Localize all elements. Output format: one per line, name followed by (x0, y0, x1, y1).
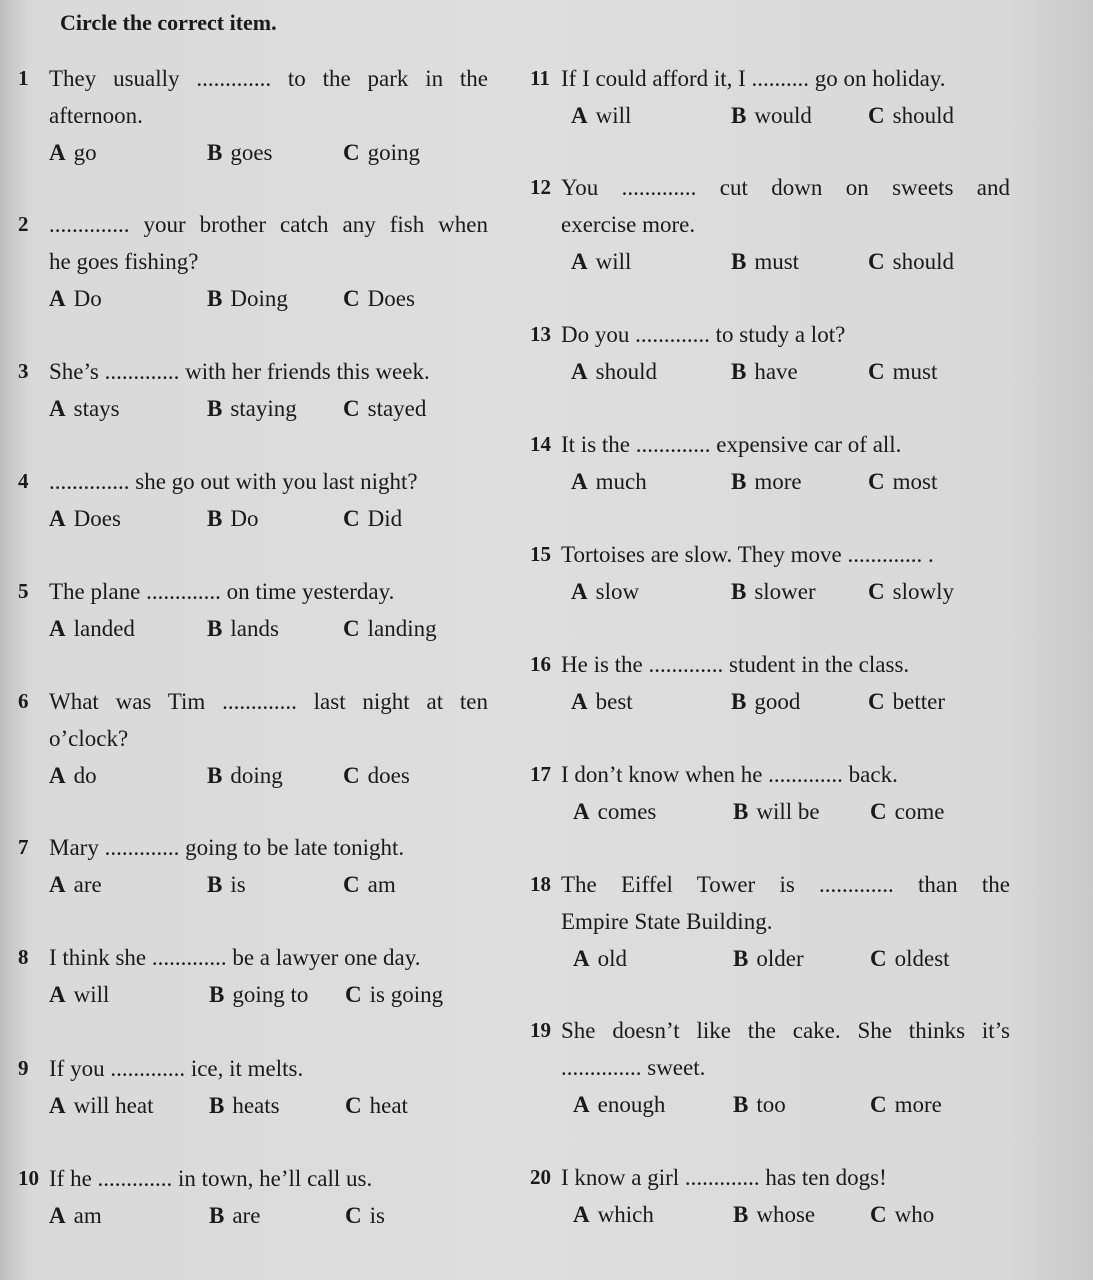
question-text (561, 866, 1010, 940)
option-text: Does (73, 506, 121, 531)
option-letter: B (209, 982, 225, 1007)
option-letter: A (571, 469, 588, 494)
option-letter: B (207, 286, 223, 311)
option-letter: B (733, 799, 749, 824)
question-number: 4 (18, 469, 29, 493)
option-text: will (73, 982, 110, 1007)
option-letter: C (870, 799, 887, 824)
question-text-line: If I could afford it, I .......... go on holiday. (561, 66, 946, 91)
answer-option-a[interactable] (571, 243, 631, 280)
option-letter: A (573, 1202, 590, 1227)
answer-options (561, 1086, 1010, 1123)
option-letter: A (571, 689, 588, 714)
option-text: would (754, 103, 812, 128)
answer-option-b[interactable] (207, 866, 246, 903)
question-number: 20 (530, 1165, 551, 1189)
question-number: 10 (18, 1166, 39, 1190)
option-letter: C (868, 689, 885, 714)
question-text (49, 939, 488, 976)
question-4 (18, 463, 488, 537)
question-6 (18, 683, 488, 794)
question-number: 3 (18, 359, 29, 383)
question-text-line: I don’t know when he ............. back. (561, 762, 898, 787)
answer-options (49, 500, 488, 537)
question-text (49, 353, 488, 390)
question-text-line: If you ............. ice, it melts. (49, 1056, 304, 1081)
answer-option-c[interactable] (868, 683, 945, 720)
option-text: do (73, 763, 97, 788)
option-letter: A (571, 249, 588, 274)
question-text-line: o’clock? (49, 726, 129, 751)
option-letter: C (343, 506, 360, 531)
question-8 (18, 939, 488, 1013)
option-text: too (756, 1092, 786, 1117)
answer-options (49, 610, 488, 647)
option-letter: B (733, 1092, 749, 1117)
option-text: Did (367, 506, 403, 531)
option-text: old (597, 946, 628, 971)
option-letter: C (343, 763, 360, 788)
option-letter: C (870, 1092, 887, 1117)
answer-options (561, 353, 1010, 390)
answer-option-c[interactable] (343, 610, 437, 647)
question-13 (530, 316, 1010, 390)
option-text: older (756, 946, 804, 971)
answer-option-b[interactable] (207, 500, 258, 537)
question-text (561, 1159, 1010, 1196)
question-text-line: Do you ............. to study a lot? (561, 322, 846, 347)
answer-option-c[interactable] (343, 390, 426, 427)
option-text: should (892, 249, 954, 274)
option-text: staying (230, 396, 297, 421)
question-number: 14 (530, 432, 551, 456)
question-18 (530, 866, 1010, 977)
question-text (49, 463, 488, 500)
answer-option-c[interactable] (345, 1087, 408, 1124)
answer-option-a[interactable] (571, 463, 647, 500)
question-9 (18, 1050, 488, 1124)
option-letter: B (731, 103, 747, 128)
answer-option-b[interactable] (209, 976, 308, 1013)
answer-options (561, 793, 1010, 830)
answer-options (561, 97, 1010, 134)
option-text: go (73, 140, 97, 165)
option-letter: B (733, 1202, 749, 1227)
option-letter: B (207, 506, 223, 531)
answer-option-b[interactable] (209, 1197, 260, 1234)
option-text: is (369, 1203, 385, 1228)
question-number: 7 (18, 835, 29, 859)
answer-options (49, 280, 488, 317)
answer-option-a[interactable] (571, 353, 657, 390)
question-number: 12 (530, 175, 551, 199)
answer-options (49, 1087, 488, 1124)
option-letter: A (571, 579, 588, 604)
option-letter: B (207, 763, 223, 788)
answer-option-c[interactable] (868, 97, 954, 134)
question-number: 17 (530, 762, 551, 786)
question-text-line: I know a girl ............. has ten dogs! (561, 1165, 887, 1190)
answer-options (49, 1197, 488, 1234)
option-letter: B (207, 140, 223, 165)
answer-option-b[interactable] (207, 134, 273, 171)
answer-options (561, 683, 1010, 720)
question-number: 15 (530, 542, 551, 566)
answer-option-a[interactable] (573, 940, 627, 977)
option-text: Doing (230, 286, 288, 311)
question-5 (18, 573, 488, 647)
question-text-line: .............. your brother catch any fish when (49, 212, 488, 237)
option-letter: B (207, 396, 223, 421)
option-letter: A (49, 506, 66, 531)
option-letter: A (49, 1203, 66, 1228)
question-text-line: afternoon. (49, 103, 143, 128)
option-text: slowly (892, 579, 954, 604)
question-16 (530, 646, 1010, 720)
answer-option-a[interactable] (571, 683, 633, 720)
option-text: landed (73, 616, 135, 641)
question-number: 19 (530, 1018, 551, 1042)
question-14 (530, 426, 1010, 500)
option-text: does (367, 763, 410, 788)
question-number: 16 (530, 652, 551, 676)
option-letter: C (870, 946, 887, 971)
option-text: doing (230, 763, 283, 788)
question-20 (530, 1159, 1010, 1233)
question-text-line: The Eiffel Tower is ............. than the (561, 872, 1010, 897)
option-letter: C (868, 249, 885, 274)
answer-option-b[interactable] (207, 390, 297, 427)
question-7 (18, 829, 488, 903)
option-text: going to (232, 982, 309, 1007)
question-text-line: The plane ............. on time yesterday. (49, 579, 395, 604)
option-text: is (230, 872, 246, 897)
answer-option-c[interactable] (343, 134, 420, 171)
option-text: goes (230, 140, 273, 165)
question-text (49, 60, 488, 134)
option-letter: C (868, 103, 885, 128)
answer-option-a[interactable] (49, 866, 102, 903)
answer-option-b[interactable] (731, 683, 800, 720)
answer-option-c[interactable] (343, 280, 415, 317)
option-text: will (595, 249, 632, 274)
answer-options (49, 976, 488, 1013)
answer-option-c[interactable] (870, 940, 950, 977)
question-text-line: .............. she go out with you last night? (49, 469, 418, 494)
option-text: more (894, 1092, 942, 1117)
answer-options (561, 463, 1010, 500)
answer-option-c[interactable] (868, 573, 954, 610)
option-letter: A (49, 763, 66, 788)
option-text: must (892, 359, 938, 384)
option-text: will (595, 103, 632, 128)
answer-option-a[interactable] (49, 500, 121, 537)
answer-option-a[interactable] (49, 134, 97, 171)
answer-option-b[interactable] (207, 610, 279, 647)
question-number: 13 (530, 322, 551, 346)
answer-option-c[interactable] (870, 1086, 942, 1123)
option-text: am (73, 1203, 102, 1228)
answer-options (49, 866, 488, 903)
question-number: 18 (530, 872, 551, 896)
answer-options (49, 390, 488, 427)
question-number: 8 (18, 945, 29, 969)
answer-option-c[interactable] (345, 976, 443, 1013)
answer-option-a[interactable] (573, 1196, 654, 1233)
option-text: Do (73, 286, 102, 311)
question-12 (530, 169, 1010, 280)
question-number: 9 (18, 1056, 29, 1080)
question-number: 5 (18, 579, 29, 603)
question-15 (530, 536, 1010, 610)
answer-option-c[interactable] (343, 757, 410, 794)
question-11 (530, 60, 1010, 134)
question-text (49, 683, 488, 757)
option-letter: C (343, 872, 360, 897)
answer-options (561, 573, 1010, 610)
answer-option-a[interactable] (49, 757, 97, 794)
question-text-line: he goes fishing? (49, 249, 199, 274)
answer-option-c[interactable] (870, 1196, 934, 1233)
option-text: will heat (73, 1093, 154, 1118)
option-text: going (367, 140, 421, 165)
option-text: oldest (894, 946, 950, 971)
question-text (561, 169, 1010, 243)
answer-option-c[interactable] (343, 866, 396, 903)
question-text-line: It is the ............. expensive car of all. (561, 432, 902, 457)
question-text-line: She’s ............. with her friends this week. (49, 359, 430, 384)
question-text-line: Mary ............. going to be late tonight. (49, 835, 405, 860)
option-text: better (892, 689, 945, 714)
option-text: come (894, 799, 945, 824)
answer-option-b[interactable] (731, 463, 802, 500)
option-text: who (894, 1202, 935, 1227)
option-text: should (595, 359, 657, 384)
option-text: will be (756, 799, 820, 824)
question-3 (18, 353, 488, 427)
question-text (561, 1012, 1010, 1086)
option-text: have (754, 359, 798, 384)
option-letter: C (343, 396, 360, 421)
question-10 (18, 1160, 488, 1234)
answer-option-a[interactable] (49, 280, 102, 317)
question-number: 11 (530, 66, 550, 90)
answer-option-c[interactable] (868, 243, 954, 280)
answer-option-b[interactable] (207, 757, 283, 794)
option-text: good (754, 689, 801, 714)
question-text-line: exercise more. (561, 212, 696, 237)
option-letter: C (870, 1202, 887, 1227)
answer-option-a[interactable] (49, 1087, 153, 1124)
answer-option-b[interactable] (731, 573, 816, 610)
question-text-line: I think she ............. be a lawyer one day. (49, 945, 421, 970)
option-letter: A (49, 982, 66, 1007)
answer-option-a[interactable] (573, 793, 656, 830)
answer-option-b[interactable] (207, 280, 288, 317)
answer-option-b[interactable] (209, 1087, 280, 1124)
option-letter: B (731, 359, 747, 384)
answer-options (49, 134, 488, 171)
option-letter: A (49, 1093, 66, 1118)
question-text (561, 646, 1010, 683)
answer-option-a[interactable] (571, 573, 639, 610)
answer-option-a[interactable] (571, 97, 631, 134)
question-text-line: You ............. cut down on sweets and (561, 175, 1010, 200)
option-letter: C (343, 140, 360, 165)
option-letter: B (731, 249, 747, 274)
option-text: Does (367, 286, 415, 311)
option-letter: A (49, 616, 66, 641)
answer-option-c[interactable] (870, 793, 944, 830)
option-text: which (597, 1202, 654, 1227)
option-text: Do (230, 506, 259, 531)
option-letter: B (731, 579, 747, 604)
question-number: 1 (18, 66, 29, 90)
option-text: more (754, 469, 802, 494)
option-letter: C (868, 469, 885, 494)
option-text: enough (597, 1092, 666, 1117)
option-text: should (892, 103, 954, 128)
answer-options (561, 1196, 1010, 1233)
answer-option-a[interactable] (49, 976, 109, 1013)
option-letter: B (207, 872, 223, 897)
option-text: is going (369, 982, 444, 1007)
option-text: landing (367, 616, 437, 641)
option-letter: B (731, 689, 747, 714)
question-1 (18, 60, 488, 171)
option-text: lands (230, 616, 279, 641)
question-text-line: What was Tim ............. last night at ten (49, 689, 488, 714)
option-letter: A (571, 359, 588, 384)
option-letter: C (868, 579, 885, 604)
answer-option-b[interactable] (733, 1196, 815, 1233)
answer-option-a[interactable] (573, 1086, 665, 1123)
question-19 (530, 1012, 1010, 1123)
answer-option-a[interactable] (49, 390, 120, 427)
answer-option-b[interactable] (733, 793, 820, 830)
question-text (561, 756, 1010, 793)
question-number: 2 (18, 212, 29, 236)
option-letter: A (49, 140, 66, 165)
answer-option-b[interactable] (733, 1086, 786, 1123)
option-text: slower (754, 579, 816, 604)
option-text: heat (369, 1093, 408, 1118)
answer-option-b[interactable] (731, 97, 812, 134)
option-letter: C (343, 616, 360, 641)
option-letter: C (345, 1093, 362, 1118)
option-letter: B (731, 469, 747, 494)
option-letter: A (49, 396, 66, 421)
option-letter: C (345, 1203, 362, 1228)
question-text (49, 206, 488, 280)
option-text: must (754, 249, 800, 274)
option-letter: C (343, 286, 360, 311)
option-text: stays (73, 396, 120, 421)
question-text (49, 1160, 488, 1197)
answer-option-c[interactable] (343, 500, 402, 537)
question-text (49, 829, 488, 866)
answer-options (49, 757, 488, 794)
option-text: heats (232, 1093, 280, 1118)
option-letter: A (49, 286, 66, 311)
question-text (49, 1050, 488, 1087)
question-text-line: Empire State Building. (561, 909, 773, 934)
option-text: slow (595, 579, 640, 604)
option-text: most (892, 469, 938, 494)
option-text: are (73, 872, 102, 897)
question-text-line: .............. sweet. (561, 1055, 706, 1080)
question-text (49, 573, 488, 610)
answer-option-b[interactable] (733, 940, 804, 977)
option-text: best (595, 689, 633, 714)
option-text: whose (756, 1202, 816, 1227)
option-letter: B (733, 946, 749, 971)
option-letter: A (573, 799, 590, 824)
option-letter: A (573, 946, 590, 971)
instructions-heading: Circle the correct item. (60, 10, 277, 35)
option-letter: B (207, 616, 223, 641)
question-17 (530, 756, 1010, 830)
answer-option-b[interactable] (731, 353, 798, 390)
option-letter: A (49, 872, 66, 897)
answer-option-a[interactable] (49, 1197, 102, 1234)
option-letter: B (209, 1203, 225, 1228)
option-letter: A (573, 1092, 590, 1117)
option-text: are (232, 1203, 261, 1228)
question-text-line: Tortoises are slow. They move ............. . (561, 542, 934, 567)
option-letter: B (209, 1093, 225, 1118)
answer-option-c[interactable] (868, 463, 937, 500)
answer-options (561, 940, 1010, 977)
question-text (561, 316, 1010, 353)
answer-options (561, 243, 1010, 280)
option-letter: C (868, 359, 885, 384)
option-text: am (367, 872, 396, 897)
question-text-line: They usually ............. to the park in the (49, 66, 488, 91)
answer-option-c[interactable] (345, 1197, 385, 1234)
option-letter: A (571, 103, 588, 128)
answer-option-b[interactable] (731, 243, 799, 280)
question-text-line: She doesn’t like the cake. She thinks it’s (561, 1018, 1010, 1043)
question-text (561, 536, 1010, 573)
option-text: comes (597, 799, 657, 824)
question-text-line: If he ............. in town, he’ll call us. (49, 1166, 373, 1191)
option-text: much (595, 469, 647, 494)
question-2 (18, 206, 488, 317)
question-text (561, 426, 1010, 463)
question-text (561, 60, 1010, 97)
question-number: 6 (18, 689, 29, 713)
option-text: stayed (367, 396, 427, 421)
option-letter: C (345, 982, 362, 1007)
question-text-line: He is the ............. student in the class. (561, 652, 910, 677)
answer-option-c[interactable] (868, 353, 937, 390)
answer-option-a[interactable] (49, 610, 135, 647)
